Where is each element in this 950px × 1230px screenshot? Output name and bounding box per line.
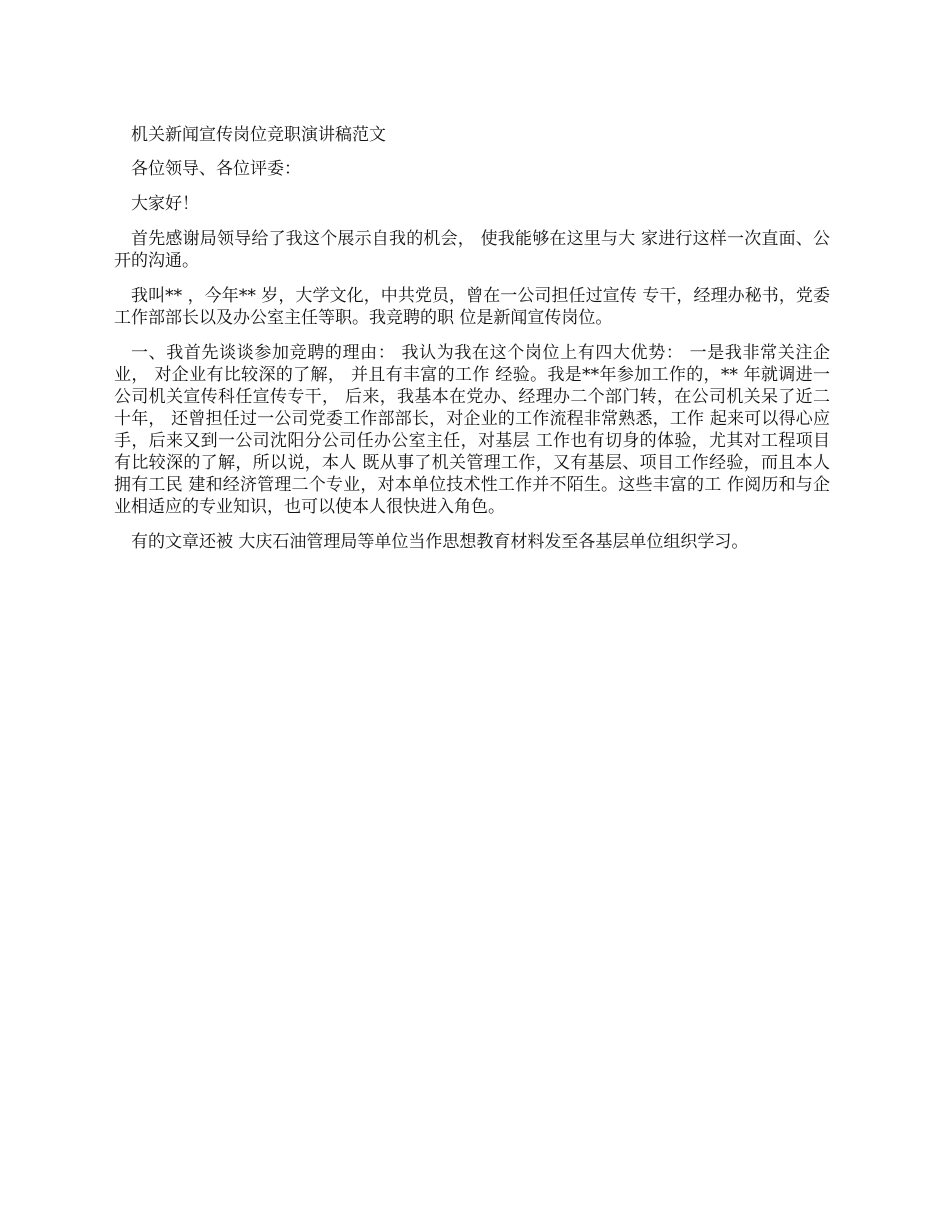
document-body [114,124,830,566]
salutation-paragraph: 各位领导、各位评委： [131,159,301,179]
greeting-paragraph: 大家好！ [131,194,199,214]
thanks-paragraph: 首先感谢局领导给了我这个展示自我的机会， 使我能够在这里与大 家进行这样一次直面、公开的沟通。 [114,229,830,271]
self-intro-paragraph: 我叫** ，今年** 岁，大学文化，中共党员，曾在一公司担任过宣传 专干，经理办秘书，党委工作部部长以及办公室主任等职。我竞聘的职 位是新闻宣传岗位。 [114,286,830,328]
document-title: 机关新闻宣传岗位竞职演讲稿范文 [131,125,386,145]
reasons-paragraph: 一、我首先谈谈参加竞聘的理由： 我认为我在这个岗位上有四大优势： 一是我非常关注企业， 对企业有比较深的了解， 并且有丰富的工作 经验。我是**年参加工作的，** 年就调进一公司机关宣传科任宣传专干， 后来，我基本在党办、经理办二个部门转，在公司机关呆了近二十年， 还曾担任过一公司党委工作部部长，对企业的工作流程非常熟悉，工作 起来可以得心应手，后来又到一公司沈阳分公司任办公室主任，对基层 工作也有切身的体验，尤其对工程项目有比较深的了解，所以说，本人 既从事了机关管理工作，又有基层、项目工作经验，而且本人拥有工民 建和经济管理二个专业，对本单位技术性工作并不陌生。这些丰富的工 作阅历和与企业相适应的专业知识，也可以使本人很快进入角色。 [114,343,830,517]
closing-paragraph: 有的文章还被 大庆石油管理局等单位当作思想教育材料发至各基层单位组织学习。 [131,532,749,552]
